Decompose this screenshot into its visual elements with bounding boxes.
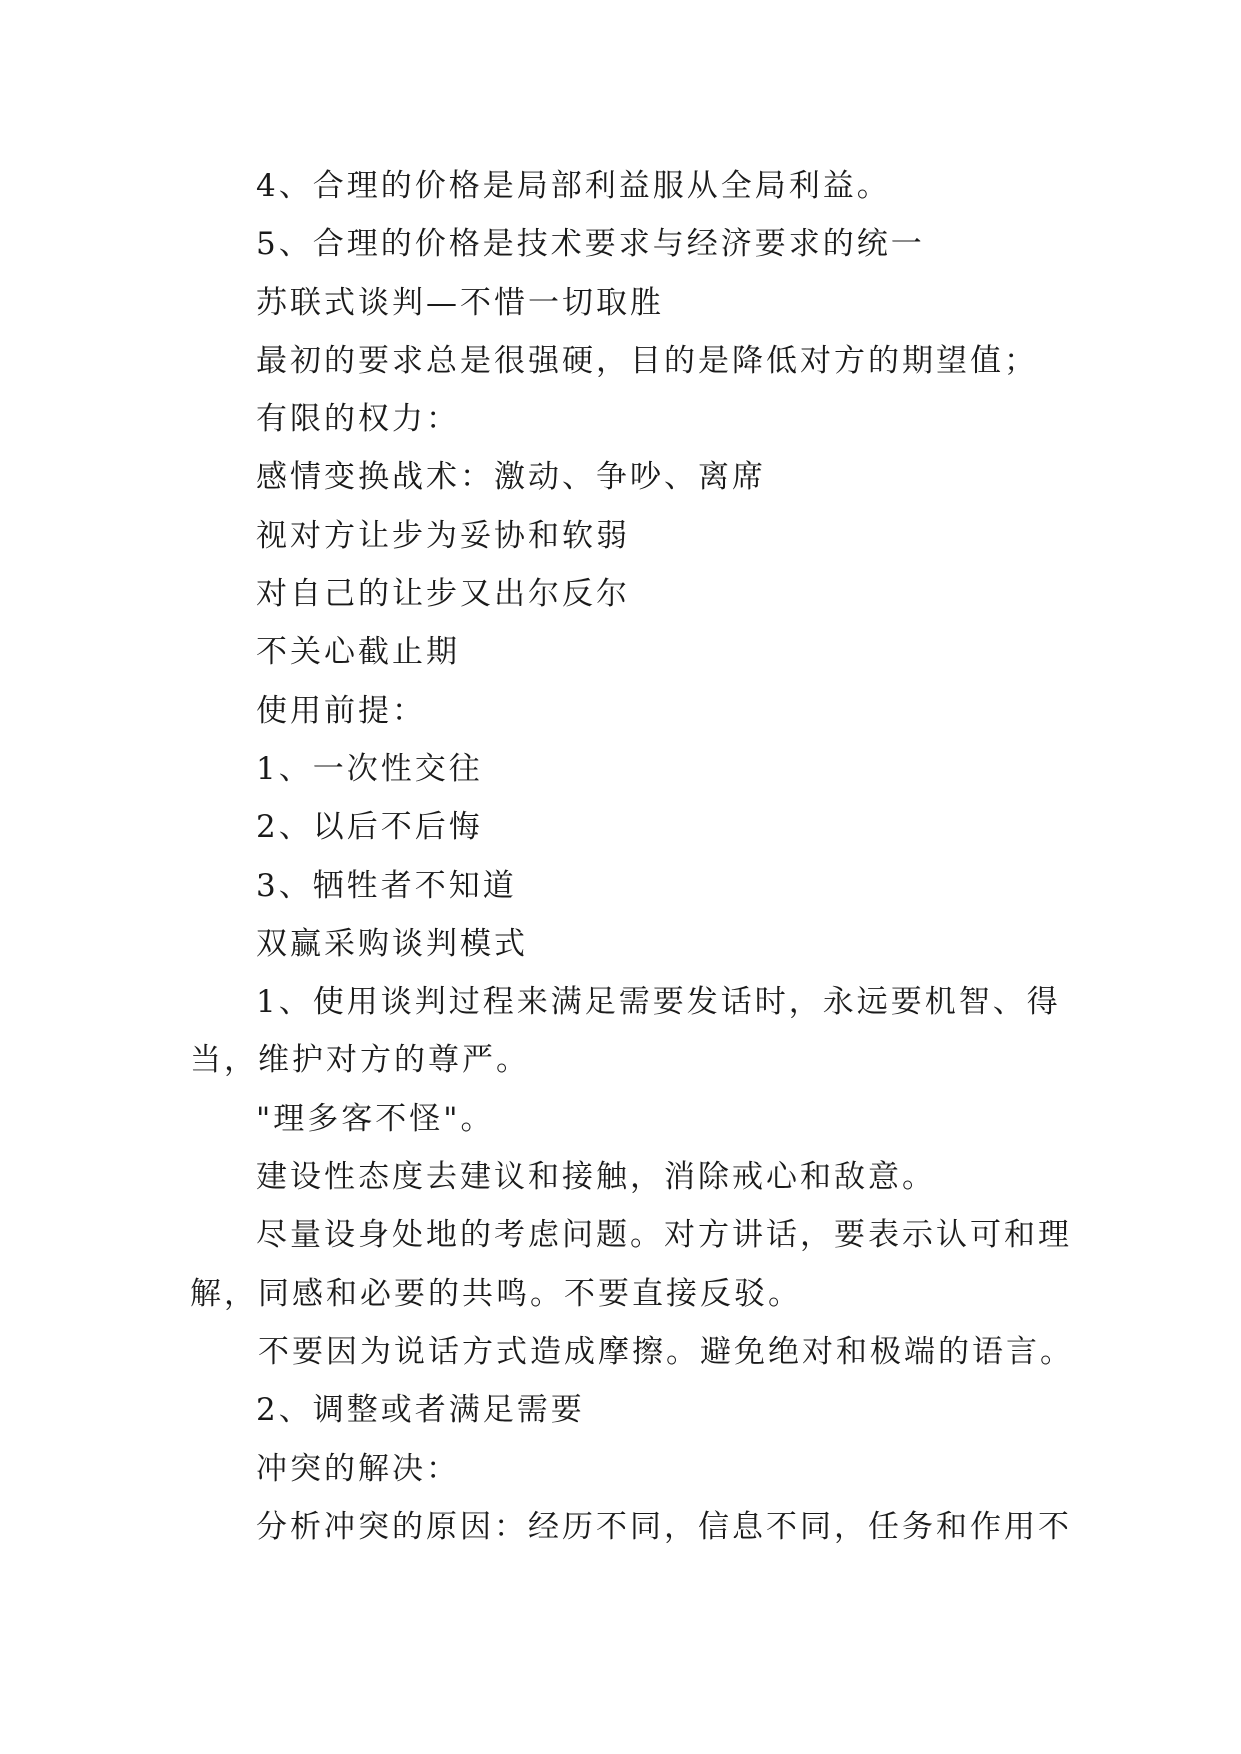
text-line: 建设性态度去建议和接触，消除戒心和敌意。 <box>256 1159 936 1196</box>
document-body <box>190 157 1074 1556</box>
text-line: 3、牺牲者不知道 <box>256 867 517 904</box>
text-line: 苏联式谈判—不惜一切取胜 <box>256 284 664 321</box>
text-line: 双赢采购谈判模式 <box>256 925 528 962</box>
text-line: 尽量设身处地的考虑问题。对方讲话，要表示认可和理 <box>256 1217 1072 1254</box>
text-line: 2、调整或者满足需要 <box>256 1392 585 1429</box>
text-line: 最初的要求总是很强硬，目的是降低对方的期望值； <box>256 342 1038 379</box>
text-line: 5、合理的价格是技术要求与经济要求的统一 <box>256 226 925 263</box>
text-line: 冲突的解决： <box>256 1450 460 1487</box>
text-line: 使用前提： <box>256 692 426 729</box>
text-line: 不关心截止期 <box>256 634 460 671</box>
text-line: 2、以后不后悔 <box>256 809 483 846</box>
text-line: "理多客不怪"。 <box>256 1100 495 1137</box>
text-line: 1、使用谈判过程来满足需要发话时，永远要机智、得 <box>256 984 1061 1021</box>
text-line: 分析冲突的原因：经历不同，信息不同，任务和作用不 <box>256 1508 1072 1545</box>
text-line: 1、一次性交往 <box>256 750 483 787</box>
text-line: 不要因为说话方式造成摩擦。避免绝对和极端的语言。 <box>258 1333 1074 1370</box>
text-line: 解，同感和必要的共鸣。不要直接反驳。 <box>190 1275 802 1312</box>
text-line: 视对方让步为妥协和软弱 <box>256 517 630 554</box>
text-line: 对自己的让步又出尔反尔 <box>256 576 630 613</box>
text-line: 有限的权力： <box>256 401 460 438</box>
text-line: 感情变换战术：激动、争吵、离席 <box>256 459 766 496</box>
text-line: 4、合理的价格是局部利益服从全局利益。 <box>256 168 891 204</box>
text-line: 当，维护对方的尊严。 <box>190 1042 530 1079</box>
